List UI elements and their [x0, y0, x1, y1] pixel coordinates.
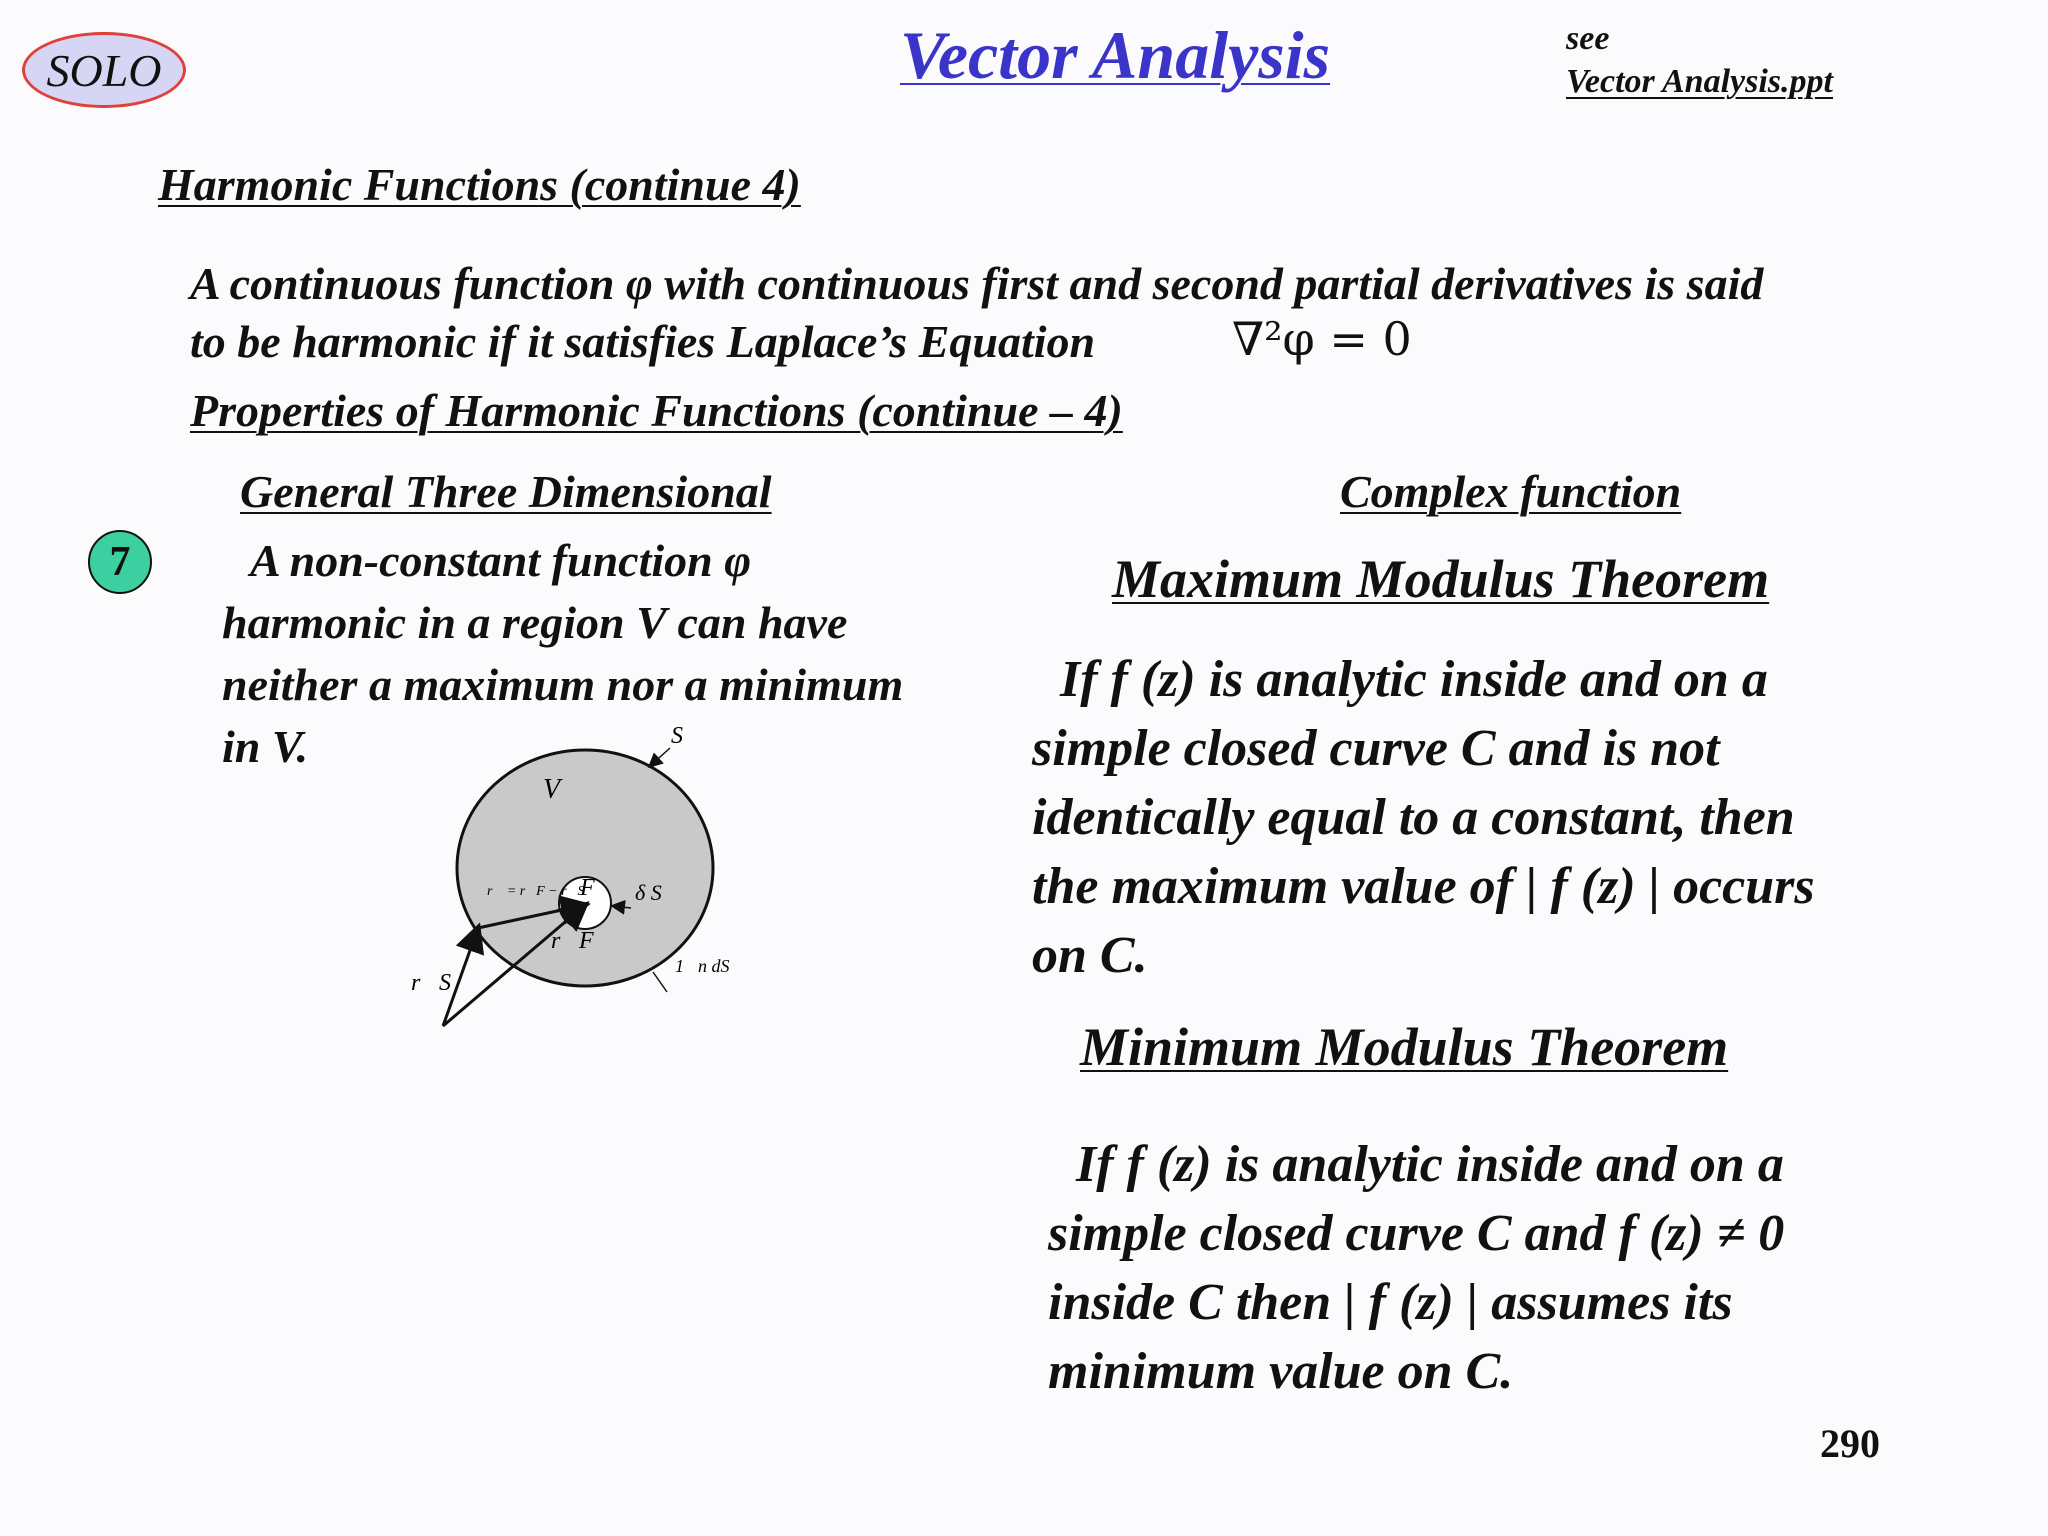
min-line: If f (z) is analytic inside and on a [1076, 1136, 1784, 1193]
min-theorem-statement [1048, 1130, 2008, 1406]
left-heading: General Three Dimensional [240, 466, 772, 517]
max-line: If f (z) is analytic inside and on a [1060, 651, 1768, 708]
normal-pointer [653, 972, 667, 992]
left-line: in V. [222, 721, 309, 772]
min-line: inside C then | f (z) | assumes its [1048, 1274, 1733, 1331]
right-heading: Complex function [1340, 466, 1682, 517]
left-line: neither a maximum nor a minimum [222, 659, 904, 710]
left-line: harmonic in a region V can have [222, 597, 848, 648]
page-number: 290 [1820, 1421, 1880, 1466]
min-line: simple closed curve C and f (z) ≠ 0 [1048, 1205, 1785, 1262]
label-rS: r⃗S [411, 970, 452, 996]
label-F: F [580, 875, 595, 901]
solo-logo [22, 32, 186, 108]
label-rF: r⃗F [551, 928, 594, 954]
left-line: A non-constant function φ [250, 535, 752, 586]
region-diagram [395, 710, 765, 1040]
min-theorem-title: Minimum Modulus Theorem [1080, 1017, 1729, 1077]
max-line: on C. [1032, 927, 1148, 984]
definition-line-1: A continuous function φ with continuous first and second partial derivatives is said [190, 258, 1764, 309]
see-label: see [1566, 20, 1610, 57]
definition-line-2: to be harmonic if it satisfies Laplace’s Equation [190, 316, 1096, 367]
max-line: the maximum value of | f (z) | occurs [1032, 858, 1815, 915]
label-deltaS: δ S [635, 880, 662, 905]
max-theorem-statement [1032, 645, 1992, 990]
min-line: minimum value on C. [1048, 1343, 1514, 1400]
label-V: V [543, 774, 561, 805]
see-link[interactable]: Vector Analysis.ppt [1566, 63, 1833, 100]
item-number-badge: 7 [88, 530, 152, 594]
page-title[interactable]: Vector Analysis [900, 17, 1331, 93]
label-S: S [671, 723, 683, 749]
section-title: Harmonic Functions (continue 4) [158, 159, 801, 210]
laplace-equation: ∇²φ = 0 [1232, 312, 1412, 366]
properties-heading: Properties of Harmonic Functions (continue – 4) [190, 385, 1123, 436]
max-line: identically equal to a constant, then [1032, 789, 1795, 846]
S-pointer [650, 748, 670, 766]
label-ndS: 1⃗n dS [675, 956, 730, 976]
logo-text: SOLO [46, 44, 162, 96]
label-r-equation: r⃗ = r⃗F − r⃗S [487, 884, 585, 899]
max-theorem-title: Maximum Modulus Theorem [1112, 549, 1770, 609]
max-line: simple closed curve C and is not [1032, 720, 1720, 777]
